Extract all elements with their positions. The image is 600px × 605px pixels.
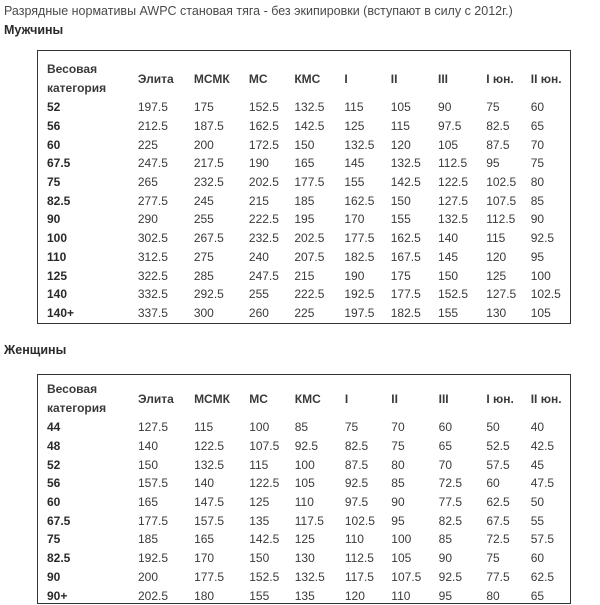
- women-table: [47, 380, 570, 605]
- weight-category-cell: 60: [47, 495, 61, 510]
- standard-value-cell: 197.5: [344, 305, 375, 320]
- standard-value-cell: 277.5: [137, 193, 168, 208]
- standard-value-cell: 110: [344, 532, 364, 547]
- standard-value-cell: 312.5: [137, 249, 168, 264]
- weight-category-cell: 44: [47, 420, 61, 435]
- standard-value-cell: 292.5: [193, 287, 224, 302]
- standard-value-cell: 102.5: [530, 287, 561, 302]
- header-rank: Элита: [137, 392, 174, 406]
- standard-value-cell: 70: [530, 137, 545, 152]
- standard-value-cell: 290: [137, 212, 158, 227]
- table-row: [47, 285, 570, 304]
- standard-value-cell: 40: [530, 420, 545, 435]
- standard-value-cell: 185: [294, 193, 315, 208]
- standard-value-cell: 170: [194, 551, 215, 566]
- standard-value-cell: 50: [530, 495, 545, 510]
- standard-value-cell: 115: [390, 119, 410, 134]
- standard-value-cell: 100: [294, 457, 315, 472]
- standard-value-cell: 85: [438, 532, 452, 547]
- standard-value-cell: 122.5: [194, 439, 225, 454]
- standard-value-cell: 182.5: [390, 305, 421, 320]
- standard-value-cell: 182.5: [344, 249, 375, 264]
- standard-value-cell: 82.5: [486, 119, 510, 134]
- table-row: [47, 210, 570, 229]
- standard-value-cell: 300: [193, 305, 214, 320]
- standard-value-cell: 140: [438, 231, 459, 246]
- standard-value-cell: 107.5: [249, 439, 280, 454]
- standard-value-cell: 97.5: [344, 495, 369, 510]
- table-row: [47, 511, 570, 530]
- standard-value-cell: 132.5: [294, 100, 325, 115]
- standard-value-cell: 165: [294, 156, 315, 171]
- header-row: [47, 60, 570, 98]
- standard-value-cell: 115: [194, 420, 214, 435]
- standard-value-cell: 67.5: [486, 513, 510, 528]
- standard-value-cell: 72.5: [486, 532, 510, 547]
- header-rank: I юн.: [486, 72, 514, 86]
- table-row: [47, 154, 570, 173]
- standard-value-cell: 212.5: [137, 119, 168, 134]
- standard-value-cell: 95: [486, 156, 500, 171]
- standard-value-cell: 77.5: [486, 569, 510, 584]
- standard-value-cell: 152.5: [438, 287, 469, 302]
- standard-value-cell: 190: [344, 268, 365, 283]
- standard-value-cell: 197.5: [137, 100, 168, 115]
- standard-value-cell: 112.5: [438, 156, 468, 171]
- standard-value-cell: 132.5: [344, 137, 375, 152]
- weight-category-cell: 56: [47, 119, 61, 134]
- header-rank: I юн.: [486, 392, 514, 406]
- standard-value-cell: 65: [530, 119, 545, 134]
- standard-value-cell: 50: [486, 420, 500, 435]
- standard-value-cell: 85: [391, 476, 405, 491]
- standard-value-cell: 190: [248, 156, 269, 171]
- header-rank: III: [438, 392, 449, 406]
- standard-value-cell: 62.5: [486, 495, 510, 510]
- standard-value-cell: 202.5: [294, 231, 325, 246]
- standard-value-cell: 132.5: [294, 569, 325, 584]
- standard-value-cell: 122.5: [249, 476, 280, 491]
- header-rank: МСМК: [193, 72, 230, 86]
- standard-value-cell: 207.5: [294, 249, 325, 264]
- header-rank: КМС: [294, 72, 321, 86]
- standard-value-cell: 80: [391, 457, 405, 472]
- standard-value-cell: 52.5: [486, 439, 510, 454]
- standard-value-cell: 177.5: [390, 287, 421, 302]
- table-row: [47, 191, 570, 210]
- standard-value-cell: 267.5: [193, 231, 224, 246]
- standard-value-cell: 225: [137, 137, 158, 152]
- standard-value-cell: 132.5: [194, 457, 225, 472]
- standard-value-cell: 82.5: [438, 513, 462, 528]
- standard-value-cell: 85: [530, 193, 545, 208]
- table-row: [47, 586, 570, 605]
- standard-value-cell: 162.5: [390, 231, 421, 246]
- standard-value-cell: 110: [391, 588, 411, 603]
- standard-value-cell: 60: [486, 476, 500, 491]
- standard-value-cell: 200: [137, 569, 159, 584]
- standard-value-cell: 120: [486, 249, 507, 264]
- standard-value-cell: 105: [438, 137, 459, 152]
- standard-value-cell: 45: [530, 457, 545, 472]
- standard-value-cell: 60: [438, 420, 452, 435]
- women-section-label: Женщины: [4, 343, 67, 357]
- header-rank: МС: [248, 72, 268, 86]
- standard-value-cell: 177.5: [137, 513, 169, 528]
- table-row: [47, 173, 570, 192]
- standard-value-cell: 65: [530, 588, 545, 603]
- standard-value-cell: 60: [530, 100, 545, 115]
- standard-value-cell: 117.5: [294, 513, 324, 528]
- standard-value-cell: 142.5: [390, 175, 421, 190]
- weight-category-cell: 140+: [47, 305, 75, 320]
- standard-value-cell: 92.5: [344, 476, 369, 491]
- standard-value-cell: 72.5: [438, 476, 462, 491]
- header-weight-category: Весовая категория: [47, 62, 107, 95]
- standard-value-cell: 240: [248, 249, 269, 264]
- standard-value-cell: 87.5: [344, 457, 369, 472]
- standard-value-cell: 115: [249, 457, 269, 472]
- table-row: [47, 117, 570, 136]
- header-rank: II юн.: [530, 72, 562, 86]
- table-row: [47, 437, 570, 456]
- header-rank: МСМК: [194, 392, 230, 406]
- standard-value-cell: 57.5: [486, 457, 510, 472]
- standard-value-cell: 95: [391, 513, 405, 528]
- standard-value-cell: 77.5: [438, 495, 462, 510]
- standard-value-cell: 75: [486, 100, 500, 115]
- standard-value-cell: 302.5: [137, 231, 168, 246]
- standard-value-cell: 217.5: [193, 156, 224, 171]
- standard-value-cell: 62.5: [530, 569, 555, 584]
- standard-value-cell: 105: [294, 476, 315, 491]
- men-table: [47, 60, 570, 322]
- standard-value-cell: 95: [530, 249, 545, 264]
- standard-value-cell: 100: [249, 420, 270, 435]
- weight-category-cell: 56: [47, 476, 61, 491]
- standard-value-cell: 177.5: [194, 569, 225, 584]
- standard-value-cell: 117.5: [344, 569, 374, 584]
- standard-value-cell: 222.5: [248, 212, 279, 227]
- standard-value-cell: 132.5: [438, 212, 469, 227]
- header-row: [47, 380, 570, 418]
- standard-value-cell: 65: [438, 439, 452, 454]
- standard-value-cell: 145: [344, 156, 365, 171]
- standard-value-cell: 275: [193, 249, 214, 264]
- standard-value-cell: 75: [530, 156, 545, 171]
- weight-category-cell: 67.5: [47, 513, 71, 528]
- table-row: [47, 474, 570, 493]
- standard-value-cell: 142.5: [249, 532, 280, 547]
- header-rank: I: [344, 72, 348, 86]
- standard-value-cell: 155: [249, 588, 270, 603]
- header-weight-category: Весовая категория: [47, 382, 107, 415]
- weight-category-cell: 140: [47, 287, 68, 302]
- table-row: [47, 418, 570, 437]
- standard-value-cell: 75: [486, 551, 500, 566]
- women-table-frame: [37, 374, 571, 604]
- standard-value-cell: 177.5: [294, 175, 325, 190]
- standard-value-cell: 255: [193, 212, 214, 227]
- standard-value-cell: 185: [137, 532, 159, 547]
- standard-value-cell: 157.5: [137, 476, 169, 491]
- standard-value-cell: 120: [344, 588, 365, 603]
- standard-value-cell: 100: [530, 268, 551, 283]
- table-row: [47, 248, 570, 267]
- standard-value-cell: 105: [530, 305, 551, 320]
- standard-value-cell: 247.5: [137, 156, 168, 171]
- men-section-label: Мужчины: [4, 23, 64, 37]
- standard-value-cell: 247.5: [248, 268, 279, 283]
- standard-value-cell: 155: [344, 175, 365, 190]
- table-row: [47, 530, 570, 549]
- standard-value-cell: 122.5: [438, 175, 469, 190]
- standard-value-cell: 285: [193, 268, 214, 283]
- standard-value-cell: 80: [486, 588, 500, 603]
- standard-value-cell: 140: [194, 476, 215, 491]
- header-rank: I: [344, 392, 349, 406]
- standard-value-cell: 215: [248, 193, 269, 208]
- standard-value-cell: 155: [390, 212, 411, 227]
- standard-value-cell: 92.5: [294, 439, 319, 454]
- standard-value-cell: 157.5: [194, 513, 225, 528]
- standard-value-cell: 170: [344, 212, 365, 227]
- weight-category-cell: 67.5: [47, 156, 71, 171]
- standard-value-cell: 177.5: [344, 231, 375, 246]
- standard-value-cell: 107.5: [486, 193, 517, 208]
- table-row: [47, 549, 570, 568]
- table-row: [47, 98, 570, 117]
- header-rank: III: [438, 72, 449, 86]
- standard-value-cell: 87.5: [486, 137, 510, 152]
- standard-value-cell: 232.5: [193, 175, 224, 190]
- standard-value-cell: 107.5: [391, 569, 422, 584]
- standard-value-cell: 165: [194, 532, 215, 547]
- standard-value-cell: 200: [193, 137, 214, 152]
- standard-value-cell: 70: [391, 420, 405, 435]
- standard-value-cell: 92.5: [438, 569, 462, 584]
- weight-category-cell: 125: [47, 268, 68, 283]
- standard-value-cell: 80: [530, 175, 545, 190]
- standard-value-cell: 132.5: [390, 156, 421, 171]
- standard-value-cell: 195: [294, 212, 315, 227]
- standard-value-cell: 75: [391, 439, 405, 454]
- standard-value-cell: 187.5: [193, 119, 224, 134]
- standard-value-cell: 192.5: [344, 287, 375, 302]
- weight-category-cell: 60: [47, 137, 61, 152]
- standard-value-cell: 135: [249, 513, 270, 528]
- standard-value-cell: 162.5: [248, 119, 279, 134]
- standard-value-cell: 60: [530, 551, 545, 566]
- standard-value-cell: 152.5: [248, 100, 279, 115]
- standard-value-cell: 90: [438, 100, 452, 115]
- table-row: [47, 304, 570, 323]
- standard-value-cell: 265: [137, 175, 158, 190]
- standard-value-cell: 165: [137, 495, 159, 510]
- standard-value-cell: 245: [193, 193, 214, 208]
- standard-value-cell: 57.5: [530, 532, 555, 547]
- header-rank: МС: [249, 392, 268, 406]
- standard-value-cell: 85: [294, 420, 309, 435]
- standard-value-cell: 125: [294, 532, 315, 547]
- standard-value-cell: 232.5: [248, 231, 279, 246]
- standard-value-cell: 97.5: [438, 119, 462, 134]
- header-rank: II: [390, 72, 398, 86]
- standard-value-cell: 105: [391, 551, 412, 566]
- weight-category-cell: 90+: [47, 588, 68, 603]
- header-rank: II юн.: [530, 392, 562, 406]
- standard-value-cell: 127.5: [438, 193, 469, 208]
- standard-value-cell: 102.5: [344, 513, 375, 528]
- weight-category-cell: 75: [47, 175, 61, 190]
- header-rank: КМС: [294, 392, 321, 406]
- standard-value-cell: 95: [438, 588, 452, 603]
- men-table-frame: [37, 50, 571, 324]
- standard-value-cell: 332.5: [137, 287, 168, 302]
- page-title: Разрядные нормативы AWPC становая тяга - без экипировки (вступают в силу с 2012г.): [4, 4, 513, 18]
- standard-value-cell: 70: [438, 457, 452, 472]
- table-row: [47, 135, 570, 154]
- standard-value-cell: 110: [294, 495, 314, 510]
- standard-value-cell: 150: [294, 137, 315, 152]
- standard-value-cell: 130: [294, 551, 315, 566]
- standard-value-cell: 150: [438, 268, 459, 283]
- header-rank: Элита: [137, 72, 174, 86]
- standard-value-cell: 215: [294, 268, 315, 283]
- weight-category-cell: 52: [47, 457, 61, 472]
- standard-value-cell: 225: [294, 305, 315, 320]
- weight-category-cell: 100: [47, 231, 68, 246]
- standard-value-cell: 92.5: [530, 231, 555, 246]
- standard-value-cell: 175: [390, 268, 411, 283]
- standard-value-cell: 150: [249, 551, 270, 566]
- standard-value-cell: 115: [344, 100, 364, 115]
- standard-value-cell: 75: [344, 420, 359, 435]
- standard-value-cell: 90: [530, 212, 545, 227]
- standard-value-cell: 322.5: [137, 268, 168, 283]
- standard-value-cell: 120: [390, 137, 411, 152]
- standard-value-cell: 145: [438, 249, 459, 264]
- weight-category-cell: 48: [47, 439, 61, 454]
- standard-value-cell: 125: [486, 268, 507, 283]
- table-row: [47, 493, 570, 512]
- table-row: [47, 266, 570, 285]
- standard-value-cell: 337.5: [137, 305, 168, 320]
- standard-value-cell: 142.5: [294, 119, 325, 134]
- standard-value-cell: 105: [390, 100, 411, 115]
- standard-value-cell: 147.5: [194, 495, 225, 510]
- table-row: [47, 455, 570, 474]
- standard-value-cell: 255: [248, 287, 269, 302]
- standard-value-cell: 125: [344, 119, 365, 134]
- standard-value-cell: 115: [486, 231, 506, 246]
- standard-value-cell: 202.5: [137, 588, 169, 603]
- standard-value-cell: 42.5: [530, 439, 555, 454]
- weight-category-cell: 82.5: [47, 193, 71, 208]
- standard-value-cell: 260: [248, 305, 269, 320]
- standard-value-cell: 90: [391, 495, 405, 510]
- standard-value-cell: 155: [438, 305, 459, 320]
- table-row: [47, 568, 570, 587]
- standard-value-cell: 175: [193, 100, 214, 115]
- standard-value-cell: 167.5: [390, 249, 421, 264]
- standard-value-cell: 135: [294, 588, 315, 603]
- standard-value-cell: 192.5: [137, 551, 169, 566]
- table-row: [47, 229, 570, 248]
- standard-value-cell: 202.5: [248, 175, 279, 190]
- standard-value-cell: 172.5: [248, 137, 279, 152]
- standard-value-cell: 127.5: [137, 420, 169, 435]
- standard-value-cell: 127.5: [486, 287, 517, 302]
- weight-category-cell: 110: [47, 249, 67, 264]
- standard-value-cell: 90: [438, 551, 452, 566]
- standard-value-cell: 180: [194, 588, 215, 603]
- weight-category-cell: 82.5: [47, 551, 71, 566]
- standard-value-cell: 150: [390, 193, 411, 208]
- header-rank: II: [391, 392, 398, 406]
- standard-value-cell: 130: [486, 305, 507, 320]
- standard-value-cell: 100: [391, 532, 412, 547]
- standard-value-cell: 152.5: [249, 569, 280, 584]
- standard-value-cell: 140: [137, 439, 159, 454]
- standard-value-cell: 150: [137, 457, 159, 472]
- standard-value-cell: 55: [530, 513, 545, 528]
- standard-value-cell: 102.5: [486, 175, 517, 190]
- weight-category-cell: 75: [47, 532, 61, 547]
- weight-category-cell: 90: [47, 569, 61, 584]
- standard-value-cell: 162.5: [344, 193, 375, 208]
- standard-value-cell: 222.5: [294, 287, 325, 302]
- standard-value-cell: 112.5: [486, 212, 516, 227]
- standard-value-cell: 82.5: [344, 439, 369, 454]
- weight-category-cell: 90: [47, 212, 61, 227]
- standard-value-cell: 112.5: [344, 551, 374, 566]
- standard-value-cell: 125: [249, 495, 270, 510]
- standard-value-cell: 47.5: [530, 476, 555, 491]
- weight-category-cell: 52: [47, 100, 61, 115]
